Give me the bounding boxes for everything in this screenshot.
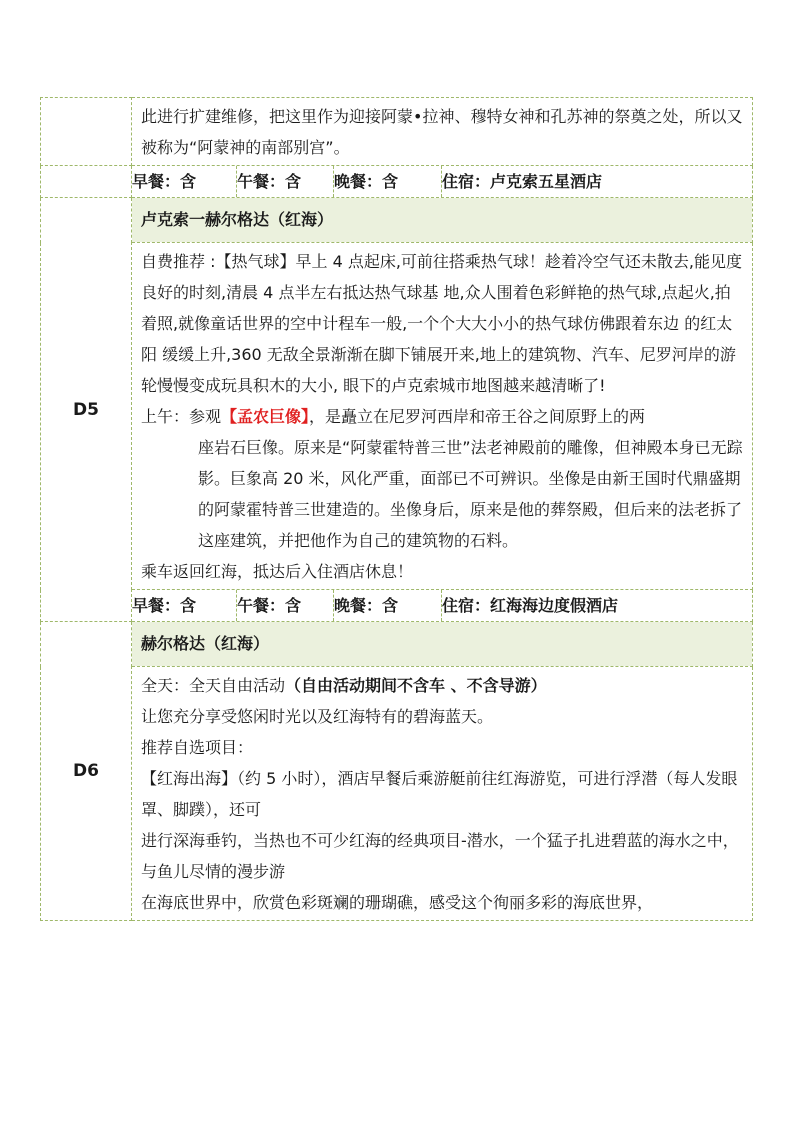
d5-content-cell: [132, 243, 753, 590]
d6-allday-note: （自由活动期间不含车 、不含导游）: [285, 676, 547, 695]
d5-dinner: 晚餐：含: [334, 590, 442, 621]
d4-hotel: 住宿：卢克索五星酒店: [442, 172, 603, 191]
d6-title: 赫尔格达（红海）: [132, 622, 752, 666]
itinerary-table: [40, 97, 753, 921]
d5-content-row: [41, 243, 753, 590]
d4-lunch: 午餐：含: [237, 166, 334, 197]
d5-meals-row: [41, 590, 753, 622]
d6-content-row: [41, 667, 753, 921]
d6-recommend: 推荐自选项目：: [141, 738, 254, 757]
d5-meals-table: [132, 590, 752, 621]
d5-morning-rest: 座岩石巨像。原来是“阿蒙霍特普三世”法老神殿前的雕像，但神殿本身已无踪影。巨象高 20 米，风化严重，面部已不可辨识。坐像是由新王国时代鼎盛期的阿蒙霍特普三世建造的。坐像身后，原来是他的葬祭殿，但后来的法老拆了这座建筑，并把他作为自己的建筑物的石料。: [198, 438, 743, 550]
d6-title-cell: [132, 622, 753, 667]
d5-return: 乘车返回红海，抵达后入住酒店休息！: [141, 562, 414, 581]
d4-text-row: [41, 98, 753, 166]
d5-content: [132, 243, 752, 589]
d6-day-label: D6: [41, 622, 132, 921]
d6-content: [132, 667, 752, 920]
d6-content-cell: [132, 667, 753, 921]
d5-title-row: [41, 198, 753, 243]
d5-lunch: 午餐：含: [237, 590, 334, 621]
d4-day-cell: [41, 98, 132, 166]
d5-morning-prefix: 上午：参观: [141, 407, 222, 426]
d4-day-cell-meals: [41, 166, 132, 198]
d4-text-cell: [132, 98, 753, 166]
d4-description: 此进行扩建维修，把这里作为迎接阿蒙•拉神、穆特女神和孔苏神的祭奠之处，所以又被称为“阿蒙神的南部别宫”。: [141, 107, 743, 157]
d4-meals-cell: [132, 166, 753, 198]
d6-paragraph-3: 在海底世界中，欣赏色彩斑斓的珊瑚礁，感受这个徇丽多彩的海底世界，: [141, 893, 654, 912]
d4-meals-table: [132, 166, 752, 197]
d5-morning-highlight: 【孟农巨像】: [221, 407, 310, 426]
d6-allday-line: [141, 670, 744, 701]
d5-optional-tour: 自费推荐 :【热气球】早上 4 点起床,可前往搭乘热气球！趁着冷空气还未散去,能见度良好的时刻,清晨 4 点半左右抵达热气球基 地,众人围着色彩鲜艳的热气球,点起火,拍着照,就像童话世界的空中计程车一般,一个个大大小小的热气球仿佛跟着东边 的红太阳 缓缓上升,360 无敌全景渐渐在脚下铺展开来,地上的建筑物、汽车、尼罗河岸的游轮慢慢变成玩具积木的大小, 眼下的卢克索城市地图越来越清晰了!: [141, 252, 743, 395]
d6-paragraph-1: 【红海出海】（约 5 小时），酒店早餐后乘游艇前往红海游览，可进行浮潜（每人发眼罩、脚蹼），还可: [141, 769, 738, 819]
d5-title: 卢克索一赫尔格达（红海）: [132, 198, 752, 242]
d5-morning-line: [141, 401, 744, 432]
d6-allday-prefix: 全天：全天自由活动: [141, 676, 286, 695]
d6-title-row: [41, 622, 753, 667]
d5-hotel: 住宿：红海海边度假酒店: [442, 596, 619, 615]
d5-breakfast: 早餐：含: [132, 590, 237, 621]
d4-meals-row: [41, 166, 753, 198]
d4-dinner: 晚餐：含: [334, 166, 442, 197]
d6-paragraph-2: 进行深海垂钓，当热也不可少红海的经典项目-潜水，一个猛子扎进碧蓝的海水之中，与鱼儿尽情的漫步游: [141, 831, 739, 881]
d5-morning-line1: ，是矗立在尼罗河西岸和帝王谷之间原野上的两: [309, 407, 646, 426]
d5-meals-cell: [132, 590, 753, 622]
d6-enjoy: 让您充分享受悠闲时光以及红海特有的碧海蓝天。: [141, 707, 494, 726]
d4-breakfast: 早餐：含: [132, 166, 237, 197]
d5-day-label: D5: [41, 198, 132, 622]
d5-title-cell: [132, 198, 753, 243]
